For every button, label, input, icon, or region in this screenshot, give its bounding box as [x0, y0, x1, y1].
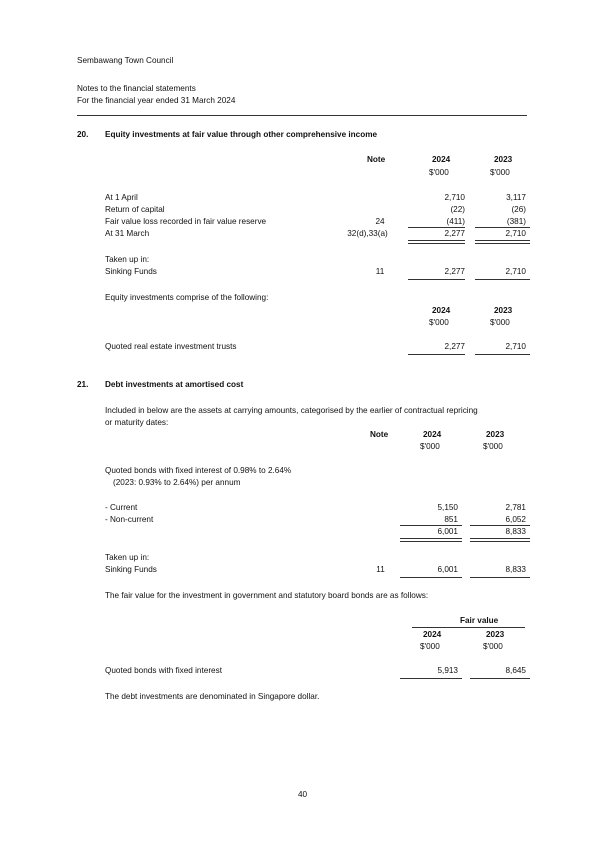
- s21-sinking-rule-2024: [400, 577, 462, 578]
- s20-row-2023: 2,710: [505, 229, 526, 238]
- financial-year-heading: For the financial year ended 31 March 2024: [77, 96, 236, 105]
- s21-intro-line1: Included in below are the assets at carrying amounts, categorised by the earlier of contractual repricing: [105, 406, 478, 415]
- s20-row-2023: (26): [511, 205, 526, 214]
- s21-fv-unit-2024: $'000: [420, 642, 440, 651]
- s20-comprise-text: Equity investments comprise of the following:: [105, 293, 269, 302]
- s20-taken-up: Taken up in:: [105, 255, 150, 264]
- s20-reit-2024: 2,277: [444, 342, 465, 351]
- s20-sinking-note: 11: [375, 267, 385, 276]
- s20-sinking-rule-2024: [408, 279, 465, 280]
- s20-row-2023: 3,117: [506, 193, 526, 202]
- s21-col-2023: 2023: [486, 430, 505, 439]
- s20-total-rule-2023: [475, 240, 530, 244]
- s21-intro-line2: or maturity dates:: [105, 418, 169, 427]
- s21-fv-label: Quoted bonds with fixed interest: [105, 666, 222, 675]
- s20-sinking-rule-2023: [475, 279, 530, 280]
- s21-total-2023: 8,833: [505, 527, 526, 536]
- s20-comp-col-2023: 2023: [494, 306, 513, 315]
- s20-row-2024: 2,277: [444, 229, 465, 238]
- s20-total-rule-2024: [408, 240, 465, 244]
- s21-sinking-label: Sinking Funds: [105, 565, 157, 574]
- s21-denominated-text: The debt investments are denominated in Singapore dollar.: [105, 692, 320, 701]
- s20-row-label: Fair value loss recorded in fair value reserve: [105, 217, 267, 226]
- s20-col-2023: 2023: [494, 155, 513, 164]
- org-name: Sembawang Town Council: [77, 56, 174, 65]
- s21-fv-header: Fair value: [460, 616, 499, 625]
- s21-bonds-line2: (2023: 0.93% to 2.64%) per annum: [113, 478, 241, 487]
- section-20-number: 20.: [77, 130, 89, 139]
- s21-sinking-rule-2023: [470, 577, 530, 578]
- s21-fv-col-2024: 2024: [423, 630, 442, 639]
- s21-unit-2023: $'000: [483, 442, 503, 451]
- s20-row-label: At 1 April: [105, 193, 138, 202]
- s20-row-label: Return of capital: [105, 205, 165, 214]
- s20-col-2024: 2024: [432, 155, 451, 164]
- s21-total-rule-2023: [470, 538, 530, 542]
- s21-col-2024: 2024: [423, 430, 442, 439]
- s21-taken-up: Taken up in:: [105, 553, 150, 562]
- s20-row-2024: 2,710: [444, 193, 465, 202]
- s21-sinking-note: 11: [376, 565, 385, 574]
- s21-fv-col-2023: 2023: [486, 630, 505, 639]
- s20-row-2024: (411): [446, 217, 465, 226]
- s20-row-note: 24: [375, 217, 385, 226]
- notes-heading: Notes to the financial statements: [77, 84, 196, 93]
- page-number: 40: [298, 790, 308, 799]
- s20-reit-label: Quoted real estate investment trusts: [105, 342, 237, 351]
- s21-fair-value-text: The fair value for the investment in government and statutory board bonds are as follows:: [105, 591, 429, 600]
- s20-col-note: Note: [367, 155, 386, 164]
- s21-fv-rule-2024: [400, 678, 462, 679]
- s20-unit-2023: $'000: [490, 168, 510, 177]
- s21-unit-2024: $'000: [420, 442, 440, 451]
- s21-current-2024: 5,150: [437, 503, 458, 512]
- s20-row-label: At 31 March: [105, 229, 150, 238]
- s20-subtotal-rule-2023: [475, 227, 530, 228]
- header-rule: [77, 115, 527, 116]
- s21-fv-unit-2023: $'000: [483, 642, 503, 651]
- s20-reit-rule-2023: [475, 354, 530, 355]
- s21-total-2024: 6,001: [437, 527, 458, 536]
- s20-reit-rule-2024: [408, 354, 465, 355]
- s20-row-note: 32(d),33(a): [347, 229, 388, 238]
- s21-bonds-line1: Quoted bonds with fixed interest of 0.98% to 2.64%: [105, 466, 292, 475]
- s21-fv-2023: 8,645: [505, 666, 526, 675]
- s20-unit-2024: $'000: [429, 168, 449, 177]
- s20-sinking-2023: 2,710: [505, 267, 526, 276]
- s20-comp-unit-2024: $'000: [429, 318, 449, 327]
- s21-noncurrent-2023: 6,052: [505, 515, 526, 524]
- s21-fv-rule-2023: [470, 678, 530, 679]
- s20-comp-unit-2023: $'000: [490, 318, 510, 327]
- s20-sinking-label: Sinking Funds: [105, 267, 157, 276]
- s21-current-2023: 2,781: [505, 503, 526, 512]
- s20-row-2023: (381): [506, 217, 526, 226]
- s21-noncurrent-2024: 851: [444, 515, 458, 524]
- section-20-title: Equity investments at fair value through other comprehensive income: [105, 130, 378, 139]
- s21-noncurrent-label: - Non-current: [105, 515, 154, 524]
- s20-reit-2023: 2,710: [505, 342, 526, 351]
- s20-sinking-2024: 2,277: [444, 267, 465, 276]
- s21-sinking-2024: 6,001: [437, 565, 458, 574]
- s21-current-label: - Current: [105, 503, 138, 512]
- s21-subtotal-rule-2024: [400, 525, 462, 526]
- s21-sinking-2023: 8,833: [505, 565, 526, 574]
- section-21-title: Debt investments at amortised cost: [105, 380, 244, 389]
- s21-subtotal-rule-2023: [470, 525, 530, 526]
- s21-total-rule-2024: [400, 538, 462, 542]
- s21-col-note: Note: [370, 430, 389, 439]
- s20-comp-col-2024: 2024: [432, 306, 451, 315]
- s20-row-2024: (22): [450, 205, 465, 214]
- s20-subtotal-rule-2024: [408, 227, 465, 228]
- section-21-number: 21.: [77, 380, 89, 389]
- s21-fv-2024: 5,913: [437, 666, 458, 675]
- s21-fv-header-rule: [412, 627, 525, 628]
